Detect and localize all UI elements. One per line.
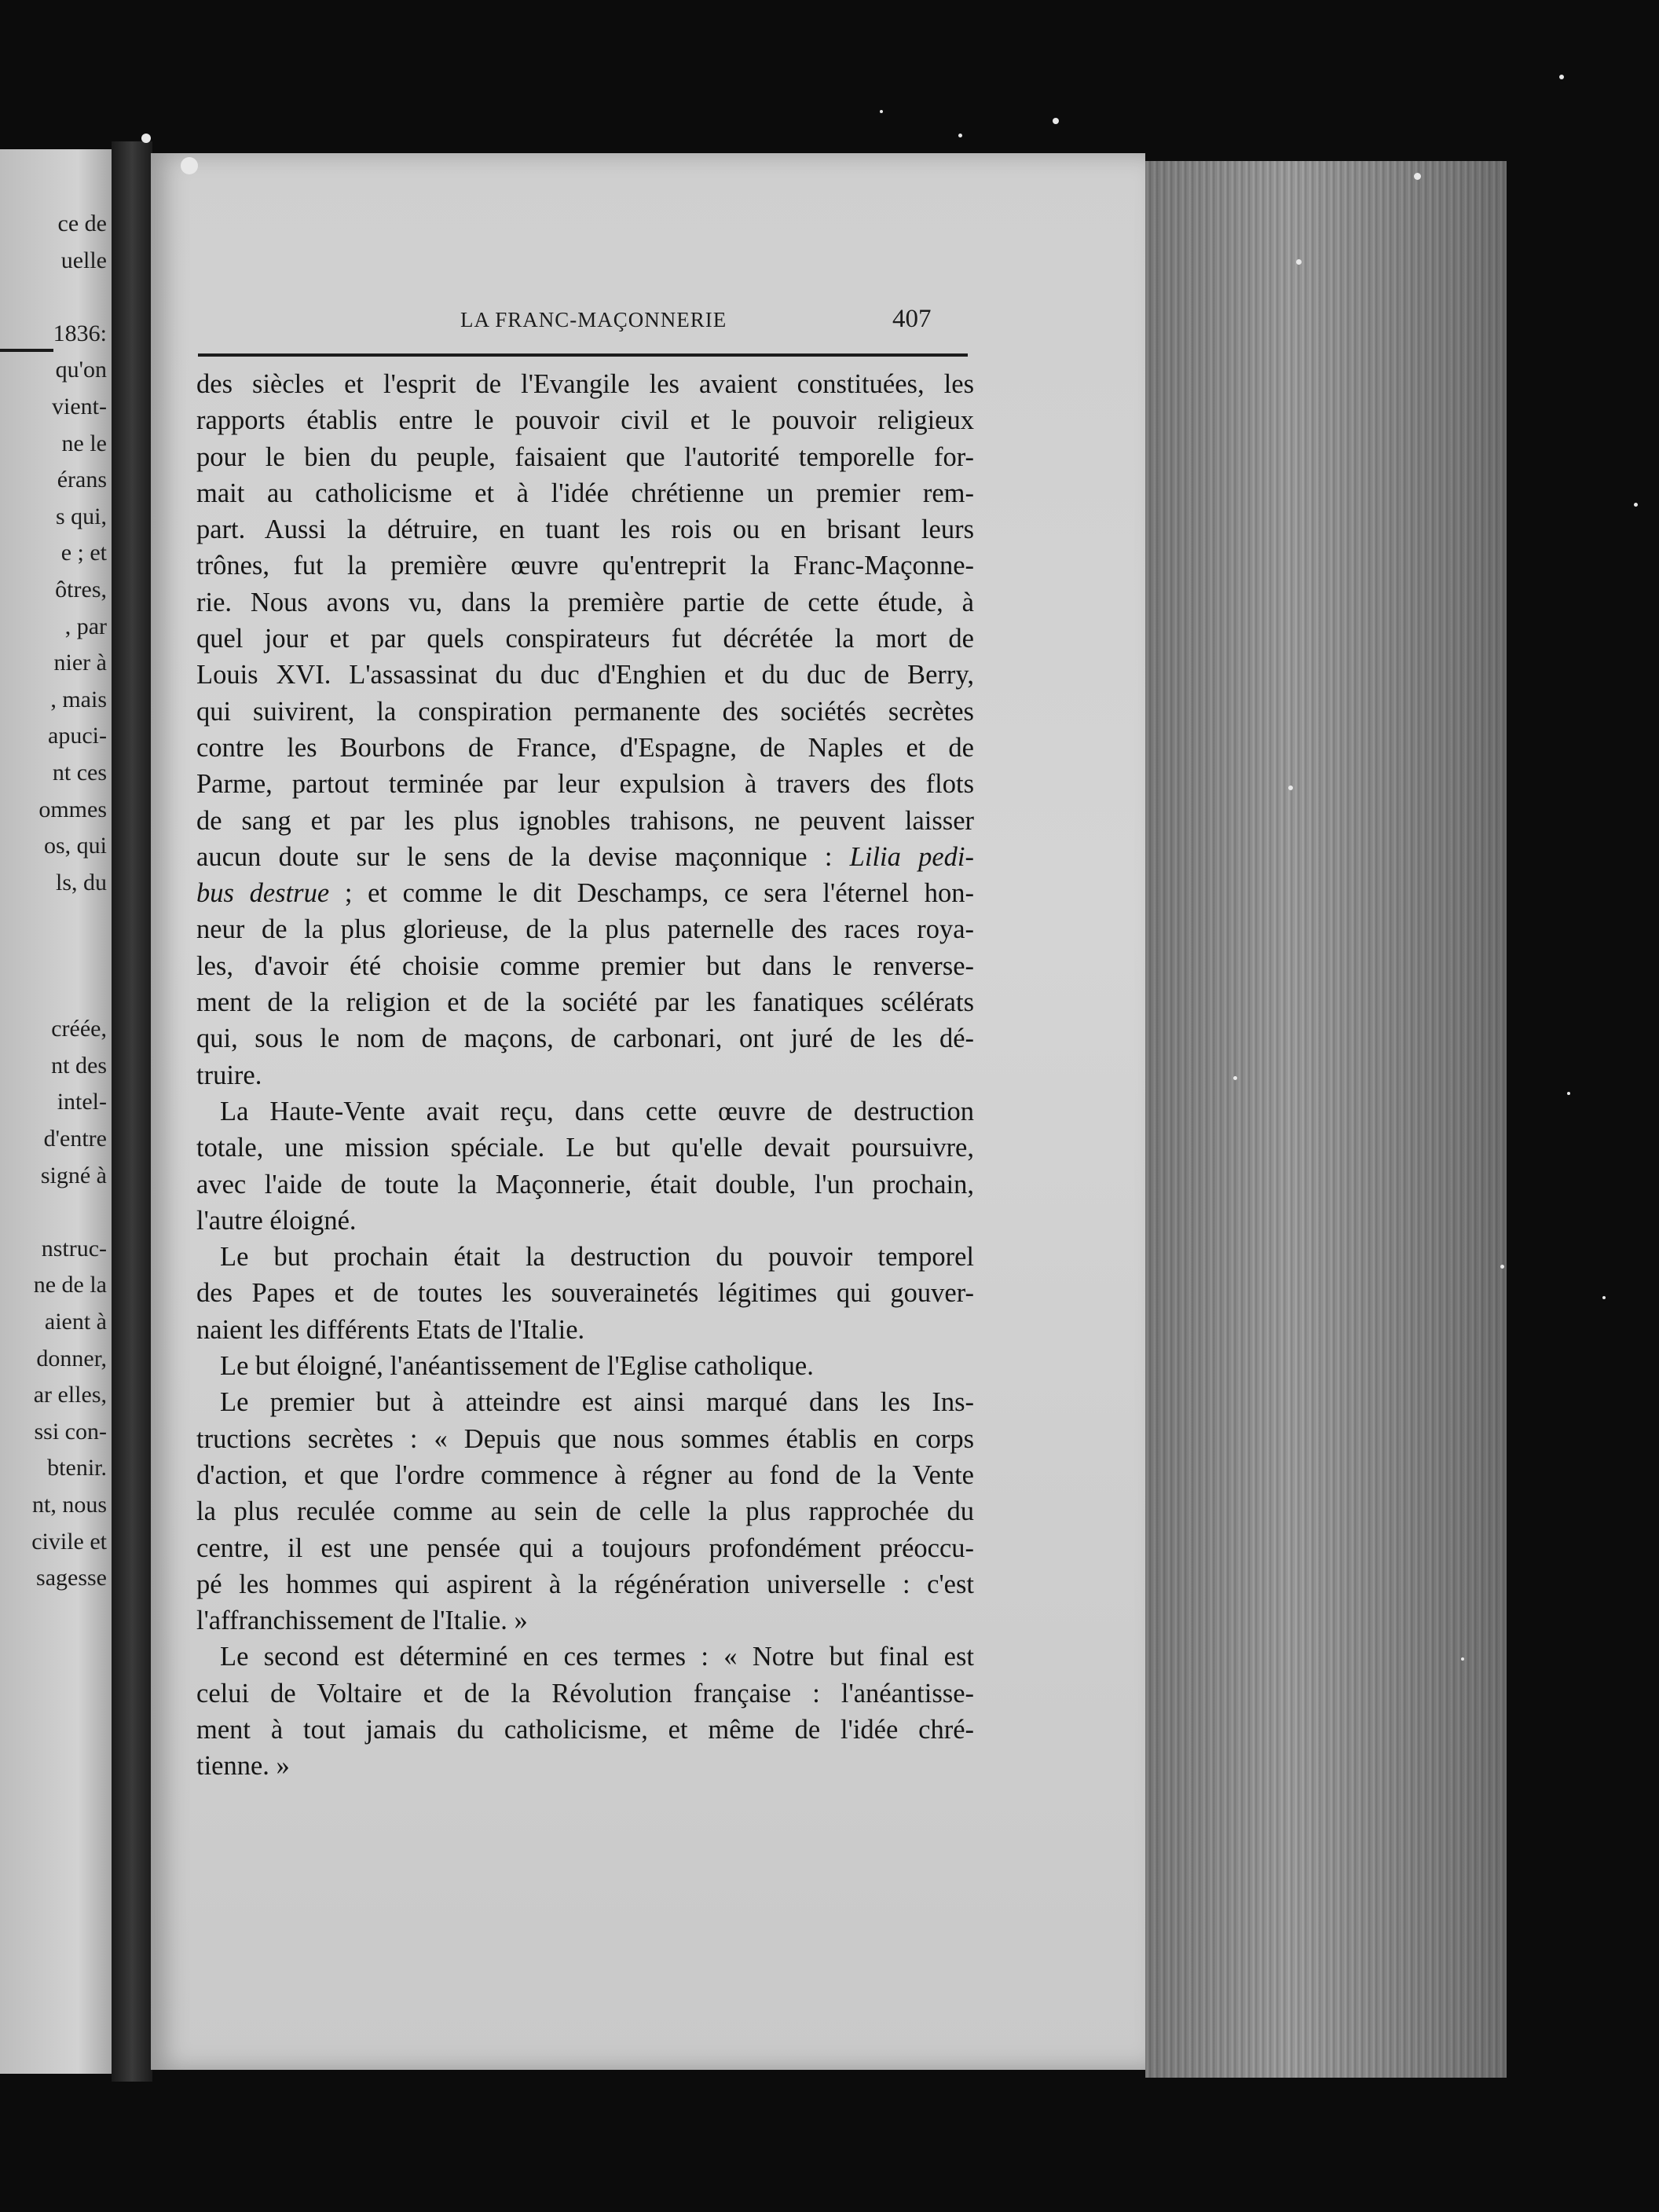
dust-speck xyxy=(1296,259,1302,265)
text-line: Le but prochain était la destruction du pouvoir temporel xyxy=(220,1242,974,1273)
left-page-fragment xyxy=(0,149,112,2074)
left-page-line: os, qui xyxy=(43,833,107,859)
text-line: rapports établis entre le pouvoir civil et le pouvoir religieux xyxy=(196,405,974,436)
left-page-line: , mais xyxy=(50,686,107,712)
text-line: part. Aussi la détruire, en tuant les rois ou en brisant leurs xyxy=(196,515,974,545)
text-line: tructions secrètes : « Depuis que nous sommes établis en corps xyxy=(196,1423,974,1454)
paragraph xyxy=(196,1239,974,1348)
text-line: truire. xyxy=(196,1060,262,1090)
paragraph xyxy=(196,366,974,1093)
text-line: celui de Voltaire et de la Révolution française : l'anéantisse- xyxy=(196,1678,974,1708)
left-page-line: , par xyxy=(64,613,107,639)
dust-speck xyxy=(1567,1092,1570,1095)
text-line: les, d'avoir été choisie comme premier but dans le renverse- xyxy=(196,950,974,981)
page-edges-shading xyxy=(1145,161,1507,2078)
text-line: l'affranchissement de l'Italie. » xyxy=(196,1606,528,1636)
body-text xyxy=(196,366,974,1785)
text-line: pour le bien du peuple, faisaient que l'autorité temporelle for- xyxy=(196,441,974,472)
left-page-line: signé à xyxy=(40,1162,107,1188)
header-rule xyxy=(198,353,968,357)
left-page-line: qu'on xyxy=(55,357,107,383)
left-page-line: ce de xyxy=(57,211,107,236)
dust-speck xyxy=(1053,118,1059,124)
text-line: qui suivirent, la conspiration permanente des sociétés secrètes xyxy=(196,696,974,727)
dust-speck xyxy=(1414,173,1421,180)
dust-speck xyxy=(1288,786,1293,790)
book-gutter xyxy=(112,141,152,2082)
text-line: naient les différents Etats de l'Italie. xyxy=(196,1314,585,1345)
left-page-line: e ; et xyxy=(60,540,107,566)
left-page-line: érans xyxy=(57,467,107,493)
left-page-line: btenir. xyxy=(47,1455,107,1481)
left-page-line: ar elles, xyxy=(33,1382,107,1408)
text-line: ment de la religion et de la société par les fanatiques scélérats xyxy=(196,987,974,1018)
left-page-line: apuci- xyxy=(48,723,107,749)
dust-speck xyxy=(1634,503,1638,507)
page-number: 407 xyxy=(892,305,932,333)
text-line: des siècles et l'esprit de l'Evangile les avaient constituées, les xyxy=(196,369,974,399)
dust-speck xyxy=(141,134,151,143)
dust-speck xyxy=(1559,75,1564,79)
left-page-line: nt ces xyxy=(52,760,107,786)
paragraph xyxy=(196,1093,974,1239)
left-page-line: vient- xyxy=(52,394,107,419)
text-line: contre les Bourbons de France, d'Espagne, de Naples et de xyxy=(196,732,974,763)
text-line: qui, sous le nom de maçons, de carbonari, ont juré de les dé- xyxy=(196,1024,974,1054)
left-page-line: ommes xyxy=(38,796,107,822)
text-line: pé les hommes qui aspirent à la régénération universelle : c'est xyxy=(196,1569,974,1599)
text-line: mait au catholicisme et à l'idée chrétienne un premier rem- xyxy=(196,478,974,508)
paragraph xyxy=(196,1348,974,1384)
left-page-line: d'entre xyxy=(43,1126,107,1152)
left-page-line: sagesse xyxy=(36,1565,107,1591)
left-page-line: intel- xyxy=(57,1089,107,1115)
paragraph xyxy=(196,1639,974,1784)
paragraph xyxy=(196,1384,974,1639)
left-page-line: 1836: xyxy=(53,320,107,346)
left-page-line: ls, du xyxy=(55,869,107,895)
dust-speck xyxy=(1602,1296,1606,1299)
text-line: totale, une mission spéciale. Le but qu'elle devait poursuivre, xyxy=(196,1133,974,1163)
text-line: La Haute-Vente avait reçu, dans cette œuvre de destruction xyxy=(220,1096,974,1126)
left-page-line: nt, nous xyxy=(31,1492,107,1518)
text-line: de sang et par les plus ignobles trahisons, ne peuvent laisser xyxy=(196,805,974,836)
left-page-line: ôtres, xyxy=(55,577,107,602)
left-page-line: civile et xyxy=(31,1528,107,1555)
text-line: l'autre éloigné. xyxy=(196,1205,357,1236)
text-line: avec l'aide de toute la Maçonnerie, était double, l'un prochain, xyxy=(196,1169,974,1199)
left-page-line: s qui, xyxy=(55,503,107,529)
text-line: d'action, et que l'ordre commence à régner au fond de la Vente xyxy=(196,1459,974,1490)
dust-speck xyxy=(1461,1657,1464,1661)
left-page-line: créée, xyxy=(51,1016,107,1042)
text-line: Le second est déterminé en ces termes : « Notre but final est xyxy=(220,1642,974,1672)
text-line: quel jour et par quels conspirateurs fut décrétée la mort de xyxy=(196,624,974,654)
dust-speck xyxy=(880,110,883,113)
text-line: bus destrue ; et comme le dit Deschamps, ce sera l'éternel hon- xyxy=(196,878,974,909)
left-page-header-rule xyxy=(0,349,53,352)
text-line: Le but éloigné, l'anéantissement de l'Eglise catholique. xyxy=(220,1351,814,1382)
text-line: rie. Nous avons vu, dans la première partie de cette étude, à xyxy=(196,587,974,617)
text-line: Louis XVI. L'assassinat du duc d'Enghien et du duc de Berry, xyxy=(196,660,974,690)
dust-speck xyxy=(958,134,962,137)
dust-speck xyxy=(1500,1265,1504,1269)
text-line: trônes, fut la première œuvre qu'entreprit la Franc-Maçonne- xyxy=(196,551,974,581)
text-line: ment à tout jamais du catholicisme, et même de l'idée chré- xyxy=(196,1714,974,1745)
text-line: la plus reculée comme au sein de celle la plus rapprochée du xyxy=(196,1496,974,1527)
running-head: LA FRANC-MAÇONNERIE xyxy=(460,308,727,331)
dust-speck xyxy=(181,157,198,174)
left-page-line: ne le xyxy=(61,430,107,456)
text-line: Le premier but à atteindre est ainsi marqué dans les Ins- xyxy=(220,1387,974,1418)
text-line: Parme, partout terminée par leur expulsion à travers des flots xyxy=(196,769,974,800)
left-page-line: uelle xyxy=(60,247,107,273)
dust-speck xyxy=(1233,1076,1237,1080)
text-line: centre, il est une pensée qui a toujours profondément préoccu- xyxy=(196,1533,974,1563)
left-page-line: nier à xyxy=(53,650,107,676)
text-line: tienne. » xyxy=(196,1751,290,1782)
text-line: aucun doute sur le sens de la devise maçonnique : Lilia pedi- xyxy=(196,841,974,872)
left-page-line: ssi con- xyxy=(34,1418,107,1445)
left-page-line: donner, xyxy=(36,1345,107,1372)
left-page-line: nstruc- xyxy=(41,1235,107,1262)
text-line: des Papes et de toutes les souverainetés légitimes qui gouver- xyxy=(196,1278,974,1309)
text-line: neur de la plus glorieuse, de la plus paternelle des races roya- xyxy=(196,914,974,945)
left-page-line: aient à xyxy=(44,1309,107,1335)
left-page-line: ne de la xyxy=(33,1272,107,1298)
left-page-line: nt des xyxy=(51,1052,107,1079)
